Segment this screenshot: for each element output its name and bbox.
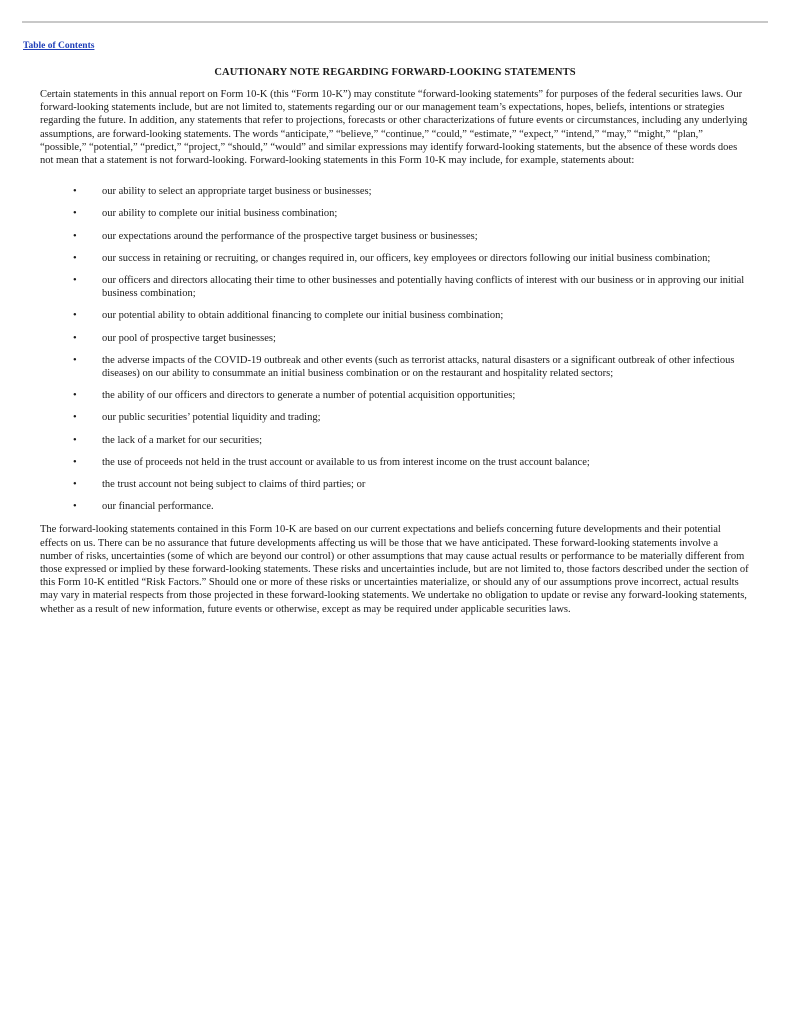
bullet-icon: •	[73, 479, 77, 491]
list-item-text: our expectations around the performance of the prospective target business or businesses;	[102, 230, 478, 242]
list-item-text: the adverse impacts of the COVID-19 outbreak and other events (such as terrorist attacks, natural disasters or a significant outbreak of other infectious diseases) on our ability to consummate an initial business combination or on the restaurant and hospitality related sectors;	[102, 354, 735, 380]
list-item-text: the trust account not being subject to claims of third parties; or	[102, 479, 366, 491]
list-item-text: our ability to complete our initial business combination;	[102, 208, 338, 220]
bullet-icon: •	[73, 501, 77, 513]
bullet-icon: •	[73, 275, 77, 287]
list-item	[40, 332, 750, 345]
list-item-text: our officers and directors allocating their time to other businesses and potentially having conflicts of interest with our business or in approving our initial business combination;	[102, 275, 745, 300]
list-item	[40, 456, 750, 469]
bullet-icon: •	[73, 186, 77, 198]
list-item-text: our potential ability to obtain additional financing to complete our initial business combination;	[102, 310, 504, 322]
list-item-text: the use of proceeds not held in the trust account or available to us from interest income on the trust account balance;	[102, 456, 590, 468]
bullet-icon: •	[73, 230, 77, 242]
list-item-text: our ability to select an appropriate target business or businesses;	[102, 186, 372, 198]
bullet-icon: •	[73, 412, 77, 424]
bullet-icon: •	[73, 354, 77, 366]
list-item	[40, 207, 750, 220]
list-item-text: the lack of a market for our securities;	[102, 434, 263, 446]
bullet-icon: •	[73, 332, 77, 344]
list-item-text: our financial performance.	[102, 501, 214, 513]
list-item-text: our public securities’ potential liquidity and trading;	[102, 412, 321, 424]
list-item-text: the ability of our officers and directors to generate a number of potential acquisition opportunities;	[102, 390, 516, 402]
list-item	[40, 309, 750, 322]
list-item-text: our success in retaining or recruiting, or changes required in, our officers, key employees or directors following our initial business combination;	[102, 252, 711, 264]
bullet-icon: •	[73, 252, 77, 264]
list-item	[40, 252, 750, 265]
bullet-list	[40, 185, 750, 513]
list-item-text: our pool of prospective target businesses;	[102, 332, 276, 344]
list-item	[40, 274, 750, 300]
list-item	[40, 478, 750, 491]
list-item	[40, 354, 750, 380]
bullet-icon: •	[73, 456, 77, 468]
list-item	[40, 230, 750, 243]
section-title: CAUTIONARY NOTE REGARDING FORWARD-LOOKING STATEMENTS	[214, 67, 576, 78]
bullet-icon: •	[73, 310, 77, 322]
list-item	[40, 411, 750, 424]
list-item	[40, 434, 750, 447]
document-body	[40, 66, 750, 616]
table-of-contents-link[interactable]: Table of Contents	[23, 41, 95, 51]
list-item	[40, 500, 750, 513]
bullet-icon: •	[73, 434, 77, 446]
closing-paragraph: The forward-looking statements contained in this Form 10-K are based on our current expectations and beliefs concerning future developments and their potential effects on us. There can be no assurance that future developments affecting us will be those that we have anticipated. These forward-looking statements involve a number of risks, uncertainties (some of which are beyond our control) or other assumptions that may cause actual results or performance to be materially different from those expressed or implied by these forward-looking statements. These risks and uncertainties include, but are not limited to, those factors described under the section of this Form 10-K entitled “Risk Factors.” Should one or more of these risks or uncertainties materialize, or should any of our assumptions prove incorrect, actual results may vary in material respects from those projected in these forward-looking statements. We undertake no obligation to update or revise any forward-looking statements, whether as a result of new information, future events or otherwise, except as may be required under applicable securities laws.	[40, 524, 749, 615]
intro-paragraph: Certain statements in this annual report on Form 10-K (this “Form 10-K”) may constitute “forward-looking statements” for purposes of the federal securities laws. Our forward-looking statements include, but are not limited to, statements regarding our or our management team’s expectations, hopes, beliefs, intentions or strategies regarding the future. In addition, any statements that refer to projections, forecasts or other characterizations of future events or circumstances, including any underlying assumptions, are forward-looking statements. The words “anticipate,” “believe,” “continue,” “could,” “estimate,” “expect,” “intend,” “may,” “might,” “plan,” “possible,” “potential,” “predict,” “project,” “should,” “would” and similar expressions may identify forward-looking statements, but the absence of these words does not mean that a statement is not forward-looking. Forward-looking statements in this Form 10-K may include, for example, statements about:	[40, 89, 748, 167]
bullet-icon: •	[73, 390, 77, 402]
list-item	[40, 389, 750, 402]
list-item	[40, 185, 750, 198]
top-divider	[22, 21, 768, 23]
bullet-icon: •	[73, 208, 77, 220]
